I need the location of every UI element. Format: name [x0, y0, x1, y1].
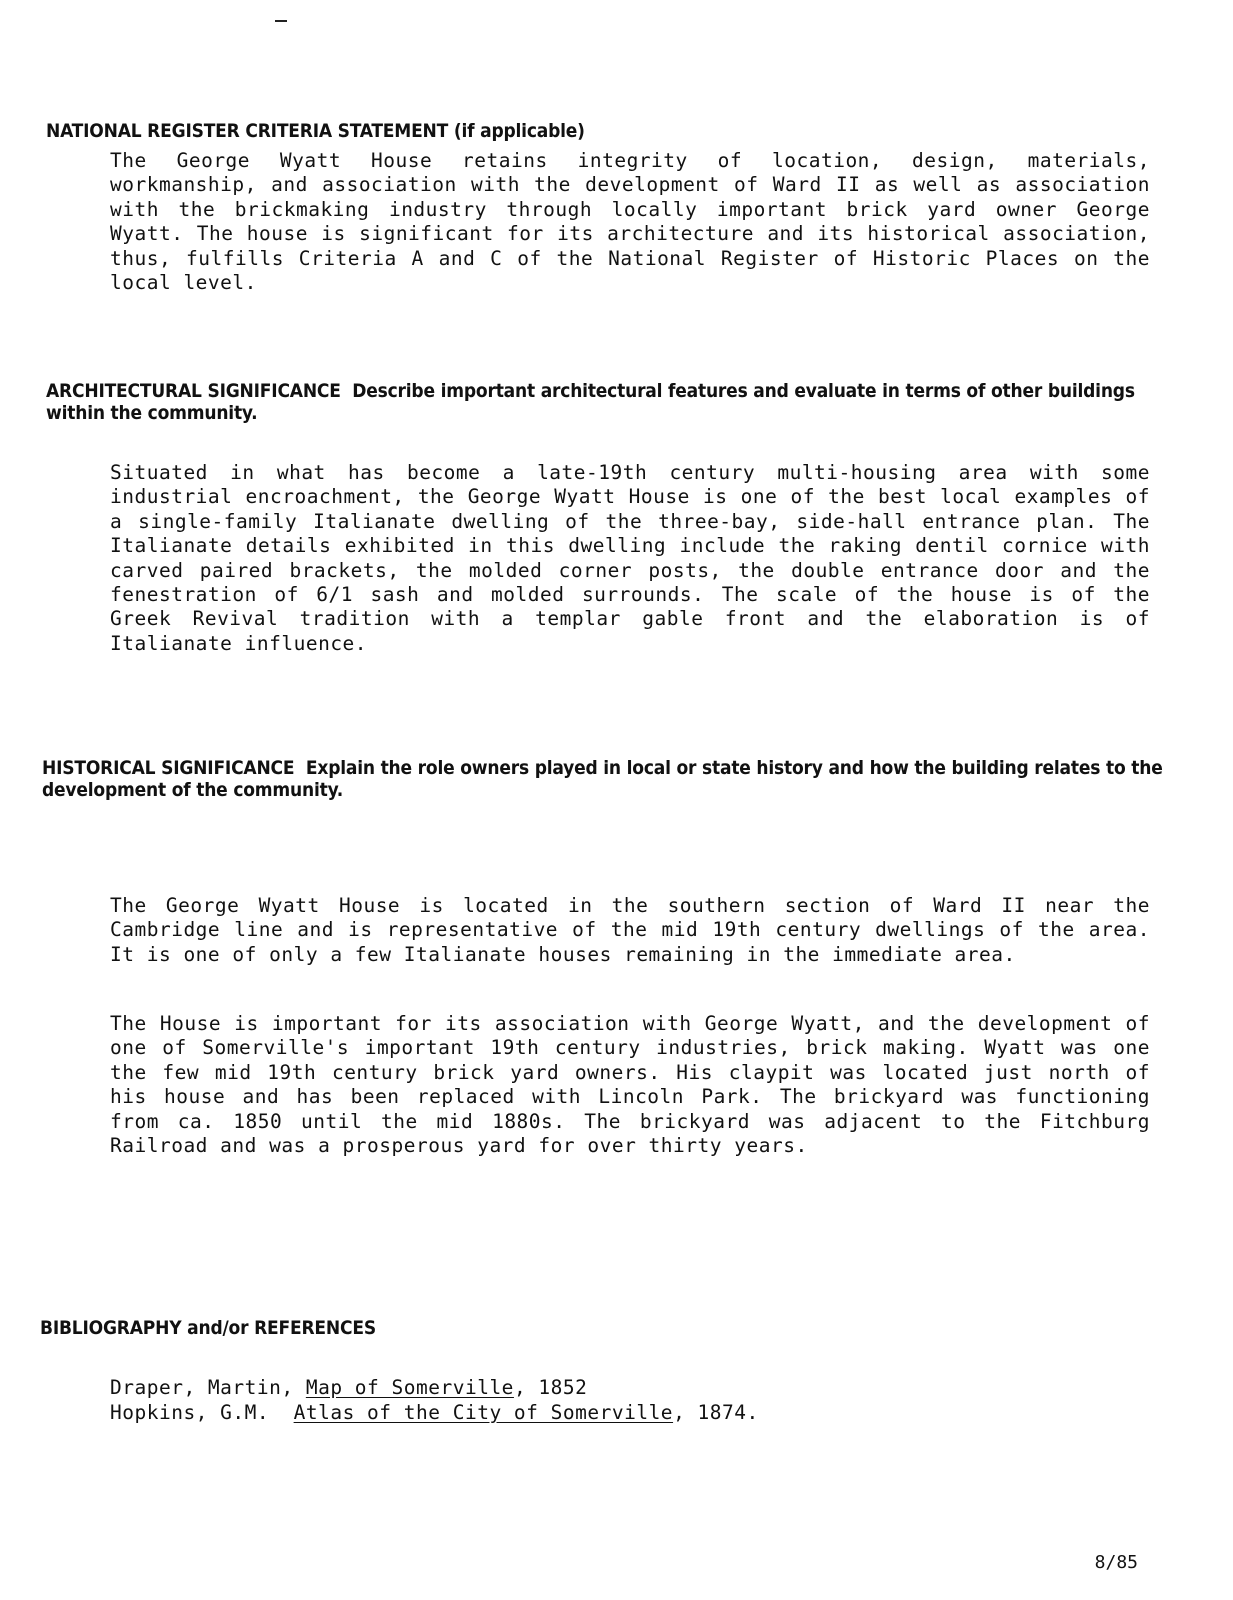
architectural-heading-prompt: Describe important architectural features and evaluate in terms of other buildings within the community. [46, 380, 1135, 424]
criteria-heading: NATIONAL REGISTER CRITERIA STATEMENT (if applicable) [46, 120, 585, 142]
architectural-heading [46, 380, 1186, 424]
reference-author: Hopkins, G.M. [110, 1401, 294, 1424]
bibliography-heading: BIBLIOGRAPHY and/or REFERENCES [40, 1317, 376, 1339]
reference-list [110, 1375, 1010, 1425]
reference-date: , 1852 [513, 1376, 588, 1399]
criteria-body: The George Wyatt House retains integrity of location, design, materials, workmanship, and association with the development of Ward II as well as association with the brickmaking industry through locally important brick yard owner George Wyatt. The house is significant for its architecture and its historical association, thus, fulfills Criteria A and C of the National Register of Historic Places on the local level. [110, 149, 1150, 295]
historical-heading-label: HISTORICAL SIGNIFICANCE [42, 757, 295, 779]
reference-title: Map of Somerville [305, 1376, 514, 1399]
reference-author: Draper, Martin, [110, 1376, 306, 1399]
architectural-body: Situated in what has become a late-19th century multi-housing area with some industrial encroachment, the George Wyatt House is one of the best local examples of a single-family Italianate dwelling of the three-bay, side-hall entrance plan. The Italianate details exhibited in this dwelling include the raking dentil cornice with carved paired brackets, the molded corner posts, the double entrance door and the fenestration of 6/1 sash and molded surrounds. The scale of the house is of the Greek Revival tradition with a templar gable front and the elaboration is of Italianate influence. [110, 461, 1150, 655]
page-code: 8/85 [1094, 1552, 1138, 1573]
reference-title: Atlas of the City of Somerville [293, 1401, 674, 1424]
historical-heading-prompt: Explain the role owners played in local or state history and how the building relates to the development of the community. [42, 757, 1163, 801]
historical-paragraph-1: The George Wyatt House is located in the southern section of Ward II near the Cambridge line and is representative of the mid 19th century dwellings of the area. It is one of only a few Italianate houses remaining in the immediate area. [110, 894, 1150, 966]
historical-paragraph-2: The House is important for its association with George Wyatt, and the development of one of Somerville's important 19th century industries, brick making. Wyatt was one the few mid 19th century brick yard owners. His claypit was located just north of his house and has been replaced with Lincoln Park. The brickyard was functioning from ca. 1850 until the mid 1880s. The brickyard was adjacent to the Fitchburg Railroad and was a prosperous yard for over thirty years. [110, 1012, 1150, 1158]
architectural-heading-label: ARCHITECTURAL SIGNIFICANCE [46, 380, 341, 402]
reference-item [110, 1375, 1010, 1400]
reference-item [110, 1400, 1010, 1425]
scan-mark [275, 20, 287, 22]
historical-heading [42, 757, 1182, 801]
reference-date: , 1874. [673, 1401, 759, 1424]
